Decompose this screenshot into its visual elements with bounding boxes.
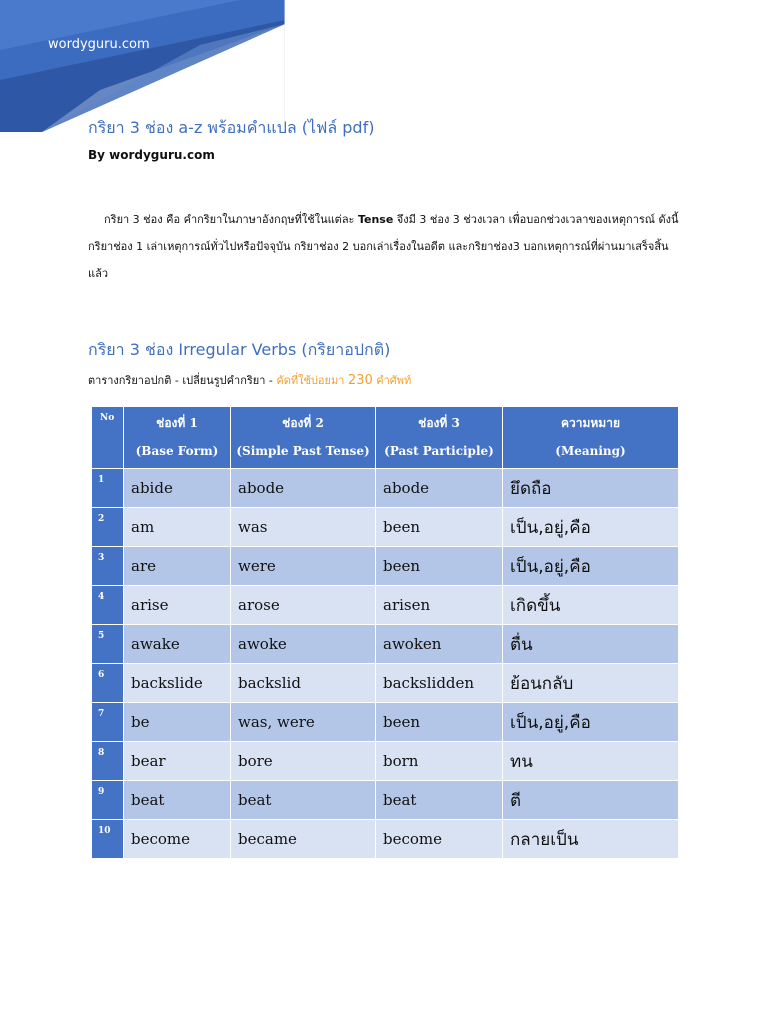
base-form-cell: backslide — [124, 664, 231, 703]
row-number: 2 — [92, 508, 124, 547]
past-tense-cell: were — [231, 547, 376, 586]
past-participle-cell: been — [376, 703, 503, 742]
row-number: 4 — [92, 586, 124, 625]
past-tense-cell: was, were — [231, 703, 376, 742]
table-header-row — [92, 407, 679, 469]
row-number: 7 — [92, 703, 124, 742]
intro-text-1: กริยา 3 ช่อง คือ คำกริยาในภาษาอังกฤษที่ใช้ในแต่ละ — [104, 213, 358, 226]
past-tense-cell: awoke — [231, 625, 376, 664]
base-form-cell: be — [124, 703, 231, 742]
meaning-cell: เป็น,อยู่,คือ — [503, 703, 679, 742]
header-no: No — [92, 407, 124, 469]
header-banner — [0, 0, 285, 132]
header-simple-past: ช่องที่ 2 (Simple Past Tense) — [231, 407, 376, 469]
table-row — [92, 547, 679, 586]
section-subtitle-text: ตารางกริยาอปกติ - เปลี่ยนรูปคำกริยา - — [88, 374, 277, 387]
section-subtitle — [88, 371, 411, 389]
table-row — [92, 781, 679, 820]
meaning-cell: ยึดถือ — [503, 469, 679, 508]
past-participle-cell: been — [376, 508, 503, 547]
section-subtitle-highlight: คัดที่ใช้บ่อยมา — [276, 374, 348, 387]
table-row — [92, 703, 679, 742]
intro-paragraph — [88, 206, 688, 287]
meaning-cell: เป็น,อยู่,คือ — [503, 508, 679, 547]
meaning-cell: กลายเป็น — [503, 820, 679, 859]
header-base-form: ช่องที่ 1 (Base Form) — [124, 407, 231, 469]
row-number: 6 — [92, 664, 124, 703]
table-row — [92, 742, 679, 781]
past-tense-cell: beat — [231, 781, 376, 820]
base-form-cell: beat — [124, 781, 231, 820]
byline: By wordyguru.com — [88, 148, 215, 162]
section-title: กริยา 3 ช่อง Irregular Verbs (กริยาอปกติ) — [88, 340, 391, 359]
meaning-cell: เป็น,อยู่,คือ — [503, 547, 679, 586]
past-participle-cell: abode — [376, 469, 503, 508]
meaning-cell: ทน — [503, 742, 679, 781]
table-row — [92, 586, 679, 625]
intro-text-2: จึงมี 3 ช่อง 3 ช่วงเวลา เพื่อบอกช่วงเวลาของเหตุการณ์ ดังนี้ กริยาช่อง 1 เล่าเหตุการณ์ทั่วไปหรือปัจจุบัน กริยาช่อง 2 บอกเล่าเรื่องในอดีต และกริยาช่อง3 บอกเหตุการณ์ที่ผ่านมาเสร็จสิ้นแล้ว — [88, 213, 679, 280]
past-tense-cell: abode — [231, 469, 376, 508]
meaning-cell: ตื่น — [503, 625, 679, 664]
past-participle-cell: beat — [376, 781, 503, 820]
header-meaning: ความหมาย (Meaning) — [503, 407, 679, 469]
table-row — [92, 469, 679, 508]
verbs-table — [91, 406, 679, 859]
row-number: 8 — [92, 742, 124, 781]
past-participle-cell: become — [376, 820, 503, 859]
row-number: 9 — [92, 781, 124, 820]
meaning-cell: เกิดขึ้น — [503, 586, 679, 625]
table-row — [92, 625, 679, 664]
base-form-cell: become — [124, 820, 231, 859]
site-name: wordyguru.com — [48, 37, 150, 52]
past-tense-cell: became — [231, 820, 376, 859]
section-subtitle-count: 230 — [347, 373, 373, 388]
past-participle-cell: been — [376, 547, 503, 586]
row-number: 5 — [92, 625, 124, 664]
table-row — [92, 508, 679, 547]
table-row — [92, 664, 679, 703]
base-form-cell: am — [124, 508, 231, 547]
intro-bold-tense: Tense — [357, 213, 394, 226]
past-tense-cell: was — [231, 508, 376, 547]
header-past-participle: ช่องที่ 3 (Past Participle) — [376, 407, 503, 469]
past-participle-cell: awoken — [376, 625, 503, 664]
meaning-cell: ตี — [503, 781, 679, 820]
row-number: 10 — [92, 820, 124, 859]
base-form-cell: abide — [124, 469, 231, 508]
meaning-cell: ย้อนกลับ — [503, 664, 679, 703]
base-form-cell: awake — [124, 625, 231, 664]
base-form-cell: arise — [124, 586, 231, 625]
base-form-cell: are — [124, 547, 231, 586]
row-number: 3 — [92, 547, 124, 586]
past-tense-cell: bore — [231, 742, 376, 781]
row-number: 1 — [92, 469, 124, 508]
past-participle-cell: born — [376, 742, 503, 781]
past-tense-cell: arose — [231, 586, 376, 625]
past-tense-cell: backslid — [231, 664, 376, 703]
base-form-cell: bear — [124, 742, 231, 781]
document-title: กริยา 3 ช่อง a-z พร้อมคำแปล (ไฟล์ pdf) — [88, 118, 375, 137]
past-participle-cell: backslidden — [376, 664, 503, 703]
section-subtitle-unit: คำศัพท์ — [372, 374, 412, 387]
past-participle-cell: arisen — [376, 586, 503, 625]
table-row — [92, 820, 679, 859]
